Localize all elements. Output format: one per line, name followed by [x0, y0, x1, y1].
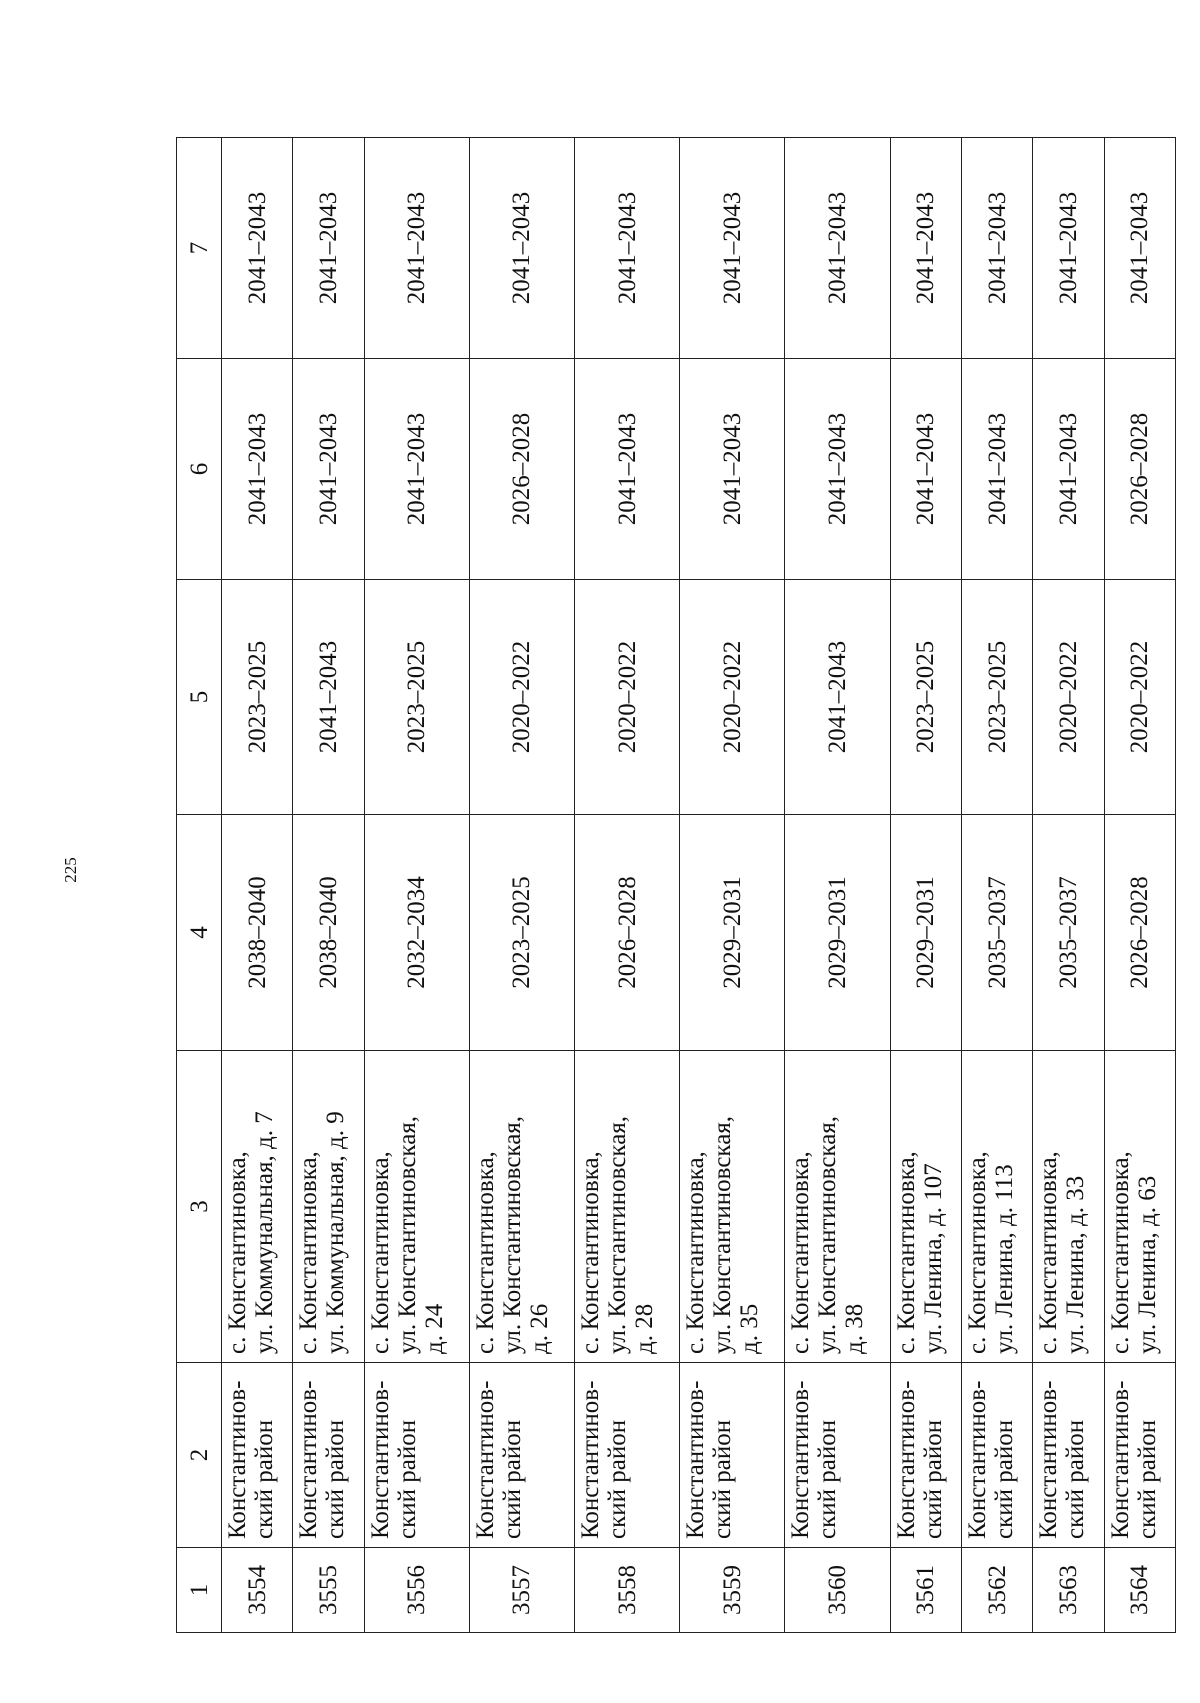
schedule-table-container [176, 138, 1176, 1633]
address-line: ул. Константиновская, [393, 1115, 421, 1354]
address-line: с. Константиновка, [1106, 1151, 1134, 1354]
period-cell-col-6: 2041–2043 [1033, 359, 1104, 580]
district-line: ский район [498, 1419, 526, 1539]
period-cell-col-5: 2023–2025 [222, 580, 293, 815]
period-cell-col-6: 2041–2043 [890, 359, 961, 580]
header-col-3: 3 [177, 1051, 222, 1363]
district-line: Константинов- [963, 1380, 991, 1539]
district-line: Константинов- [224, 1380, 251, 1539]
address-line: с. Константиновка, [963, 1151, 991, 1354]
table-row [785, 138, 890, 1633]
address-cell [575, 1051, 680, 1363]
district-line: Константинов- [1106, 1380, 1134, 1539]
row-id-cell: 3559 [680, 1548, 785, 1633]
table-body [222, 138, 1176, 1633]
table-row [575, 138, 680, 1633]
period-cell-col-7: 2041–2043 [469, 138, 574, 359]
address-line: д. 28 [631, 1303, 659, 1354]
address-line: ул. Константиновская, [498, 1115, 526, 1354]
period-cell-col-7: 2041–2043 [1104, 138, 1175, 359]
address-line: ул. Коммунальная, д. 9 [322, 1111, 350, 1354]
row-id-cell: 3564 [1104, 1548, 1175, 1633]
header-col-6: 6 [177, 359, 222, 580]
period-cell-col-5: 2020–2022 [1033, 580, 1104, 815]
district-line: ский район [990, 1419, 1018, 1539]
district-line: Константинов- [295, 1380, 323, 1539]
address-line: д. 35 [736, 1303, 764, 1354]
row-id-cell: 3560 [785, 1548, 890, 1633]
period-cell-col-6: 2041–2043 [293, 359, 364, 580]
period-cell-col-4: 2038–2040 [293, 815, 364, 1051]
period-cell-col-4: 2029–2031 [890, 815, 961, 1051]
period-cell-col-4: 2026–2028 [1104, 815, 1175, 1051]
table-row [364, 138, 469, 1633]
district-cell [785, 1363, 890, 1548]
period-cell-col-5: 2020–2022 [680, 580, 785, 815]
period-cell-col-6: 2026–2028 [1104, 359, 1175, 580]
district-line: Константинов- [787, 1380, 815, 1539]
address-cell [469, 1051, 574, 1363]
period-cell-col-4: 2032–2034 [364, 815, 469, 1051]
district-line: ский район [919, 1419, 947, 1539]
period-cell-col-7: 2041–2043 [1033, 138, 1104, 359]
district-line: Константинов- [1035, 1380, 1063, 1539]
period-cell-col-6: 2041–2043 [364, 359, 469, 580]
period-cell-col-7: 2041–2043 [785, 138, 890, 359]
table-row [961, 138, 1032, 1633]
address-line: с. Константиновка, [1035, 1151, 1063, 1354]
period-cell-col-5: 2020–2022 [575, 580, 680, 815]
district-cell [961, 1363, 1032, 1548]
row-id-cell: 3563 [1033, 1548, 1104, 1633]
period-cell-col-5: 2023–2025 [961, 580, 1032, 815]
period-cell-col-7: 2041–2043 [575, 138, 680, 359]
address-line: ул. Ленина, д. 33 [1062, 1175, 1090, 1354]
period-cell-col-7: 2041–2043 [293, 138, 364, 359]
table-row [469, 138, 574, 1633]
district-cell [364, 1363, 469, 1548]
header-col-2: 2 [177, 1363, 222, 1548]
row-id-cell: 3561 [890, 1548, 961, 1633]
address-cell [961, 1051, 1032, 1363]
period-cell-col-4: 2038–2040 [222, 815, 293, 1051]
period-cell-col-4: 2026–2028 [575, 815, 680, 1051]
period-cell-col-6: 2041–2043 [961, 359, 1032, 580]
address-cell [680, 1051, 785, 1363]
address-line: ул. Константиновская, [604, 1115, 632, 1354]
address-cell [293, 1051, 364, 1363]
row-id-cell: 3557 [469, 1548, 574, 1633]
table-row [1033, 138, 1104, 1633]
table-row [222, 138, 293, 1633]
district-cell [469, 1363, 574, 1548]
period-cell-col-6: 2041–2043 [785, 359, 890, 580]
table-row [680, 138, 785, 1633]
address-line: д. 38 [841, 1303, 869, 1354]
period-cell-col-7: 2041–2043 [680, 138, 785, 359]
address-line: д. 26 [525, 1303, 553, 1354]
district-line: ский район [393, 1419, 421, 1539]
address-line: с. Константиновка, [471, 1151, 499, 1354]
schedule-table [176, 137, 1176, 1633]
address-cell [785, 1051, 890, 1363]
table-row [890, 138, 961, 1633]
address-line: ул. Ленина, д. 107 [919, 1163, 947, 1354]
period-cell-col-7: 2041–2043 [364, 138, 469, 359]
address-line: с. Константиновка, [295, 1151, 323, 1354]
address-line: д. 24 [420, 1303, 448, 1354]
period-cell-col-5: 2020–2022 [469, 580, 574, 815]
address-cell [222, 1051, 293, 1363]
period-cell-col-6: 2041–2043 [680, 359, 785, 580]
period-cell-col-6: 2041–2043 [222, 359, 293, 580]
header-row [177, 138, 222, 1633]
district-line: ский район [1062, 1419, 1090, 1539]
period-cell-col-5: 2023–2025 [890, 580, 961, 815]
address-cell [1033, 1051, 1104, 1363]
period-cell-col-7: 2041–2043 [222, 138, 293, 359]
address-line: с. Константиновка, [577, 1151, 605, 1354]
address-line: с. Константиновка, [224, 1151, 251, 1354]
district-line: ский район [814, 1419, 842, 1539]
address-cell [890, 1051, 961, 1363]
header-col-1: 1 [177, 1548, 222, 1633]
header-col-7: 7 [177, 138, 222, 359]
district-line: Константинов- [577, 1380, 605, 1539]
table-row [1104, 138, 1175, 1633]
header-col-5: 5 [177, 580, 222, 815]
district-line: Константинов- [892, 1380, 920, 1539]
address-line: с. Константиновка, [366, 1151, 394, 1354]
row-id-cell: 3554 [222, 1548, 293, 1633]
period-cell-col-4: 2029–2031 [785, 815, 890, 1051]
header-col-4: 4 [177, 815, 222, 1051]
district-cell [890, 1363, 961, 1548]
address-cell [364, 1051, 469, 1363]
address-cell [1104, 1051, 1175, 1363]
address-line: с. Константиновка, [892, 1151, 920, 1354]
page-number: 225 [60, 857, 80, 883]
district-cell [575, 1363, 680, 1548]
district-line: ский район [1133, 1419, 1161, 1539]
period-cell-col-6: 2041–2043 [575, 359, 680, 580]
district-cell [1104, 1363, 1175, 1548]
period-cell-col-5: 2023–2025 [364, 580, 469, 815]
table-row [293, 138, 364, 1633]
district-cell [293, 1363, 364, 1548]
table-header [177, 138, 222, 1633]
district-line: Константинов- [471, 1380, 499, 1539]
district-line: ский район [604, 1419, 632, 1539]
period-cell-col-6: 2026–2028 [469, 359, 574, 580]
district-line: ский район [322, 1419, 350, 1539]
address-line: ул. Константиновская, [709, 1115, 737, 1354]
address-line: с. Константиновка, [787, 1151, 815, 1354]
district-cell [1033, 1363, 1104, 1548]
period-cell-col-5: 2041–2043 [293, 580, 364, 815]
row-id-cell: 3555 [293, 1548, 364, 1633]
period-cell-col-7: 2041–2043 [961, 138, 1032, 359]
district-cell [222, 1363, 293, 1548]
period-cell-col-4: 2035–2037 [1033, 815, 1104, 1051]
address-line: ул. Ленина, д. 113 [990, 1164, 1018, 1354]
row-id-cell: 3558 [575, 1548, 680, 1633]
district-line: ский район [251, 1419, 278, 1539]
address-line: ул. Коммунальная, д. 7 [251, 1111, 278, 1354]
district-line: ский район [709, 1419, 737, 1539]
period-cell-col-5: 2041–2043 [785, 580, 890, 815]
period-cell-col-4: 2035–2037 [961, 815, 1032, 1051]
address-line: с. Константиновка, [682, 1151, 710, 1354]
period-cell-col-4: 2029–2031 [680, 815, 785, 1051]
district-line: Константинов- [682, 1380, 710, 1539]
district-cell [680, 1363, 785, 1548]
period-cell-col-7: 2041–2043 [890, 138, 961, 359]
row-id-cell: 3556 [364, 1548, 469, 1633]
district-line: Константинов- [366, 1380, 394, 1539]
address-line: ул. Ленина, д. 63 [1133, 1175, 1161, 1354]
period-cell-col-4: 2023–2025 [469, 815, 574, 1051]
row-id-cell: 3562 [961, 1548, 1032, 1633]
address-line: ул. Константиновская, [814, 1115, 842, 1354]
period-cell-col-5: 2020–2022 [1104, 580, 1175, 815]
